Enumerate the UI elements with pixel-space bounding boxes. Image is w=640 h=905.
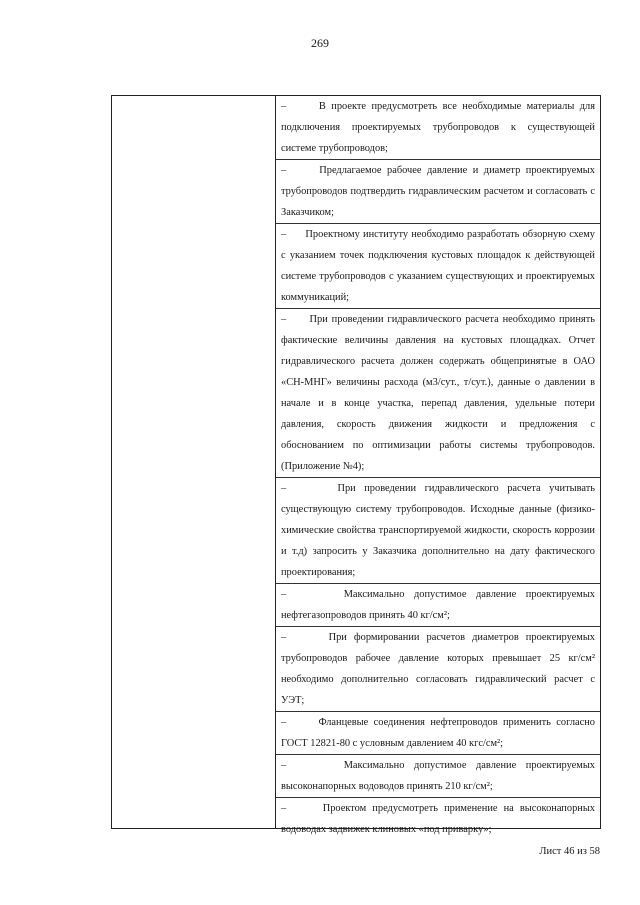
- requirement-paragraph: – При проведении гидравлического расчета учитывать существующую систему трубопроводов. Исходные данные (физико-химические свойства транспортируемой жидкости, скорость коррозии и т.д) запросить у Заказчика дополнительно на дату фактического проектирования;: [276, 478, 600, 584]
- requirement-paragraph: – Максимально допустимое давление проектируемых нефтегазопроводов принять 40 кг/см²;: [276, 584, 600, 627]
- requirement-paragraph: – При проведении гидравлического расчета необходимо принять фактические величины давления на кустовых площадках. Отчет гидравлического расчета должен содержать общепринятые в ОАО «СН-МНГ» величины расхода (м3/сут., т/сут.), данные о давлении в начале и в конце участка, перепад давления, удельные потери давления, скорость движения жидкости и предложения с обоснованием по оптимизации работы системы трубопроводов. (Приложение №4);: [276, 309, 600, 478]
- page-number: 269: [311, 36, 329, 50]
- requirement-paragraph: – При формировании расчетов диаметров проектируемых трубопроводов рабочее давление которых превышает 25 кг/см² необходимо дополнительно согласовать гидравлический расчет с УЭТ;: [276, 627, 600, 712]
- table-left-column: [112, 96, 276, 828]
- requirements-table: [111, 95, 601, 835]
- requirement-paragraph: – Проектом предусмотреть применение на высоконапорных водоводах задвижек клиновых «под приварку»;: [281, 803, 595, 835]
- sheet-footer: Лист 46 из 58: [539, 846, 600, 857]
- requirement-paragraph: – В проекте предусмотреть все необходимые материалы для подключения проектируемых трубопроводов к существующей системе трубопроводов;: [276, 96, 600, 160]
- table-right-column: [276, 96, 600, 835]
- requirement-paragraph: – Максимально допустимое давление проектируемых высоконапорных водоводов принять 210 кг/см²;: [276, 755, 600, 798]
- requirement-paragraph: – Фланцевые соединения нефтепроводов применить согласно ГОСТ 12821-80 с условным давлением 40 кгс/см²;: [276, 712, 600, 755]
- requirement-paragraph: – Проектному институту необходимо разработать обзорную схему с указанием точек подключения кустовых площадок к действующей системе трубопроводов с указанием существующих и проектируемых коммуникаций;: [276, 224, 600, 309]
- requirement-paragraph: – Предлагаемое рабочее давление и диаметр проектируемых трубопроводов подтвердить гидравлическим расчетом и согласовать с Заказчиком;: [276, 160, 600, 224]
